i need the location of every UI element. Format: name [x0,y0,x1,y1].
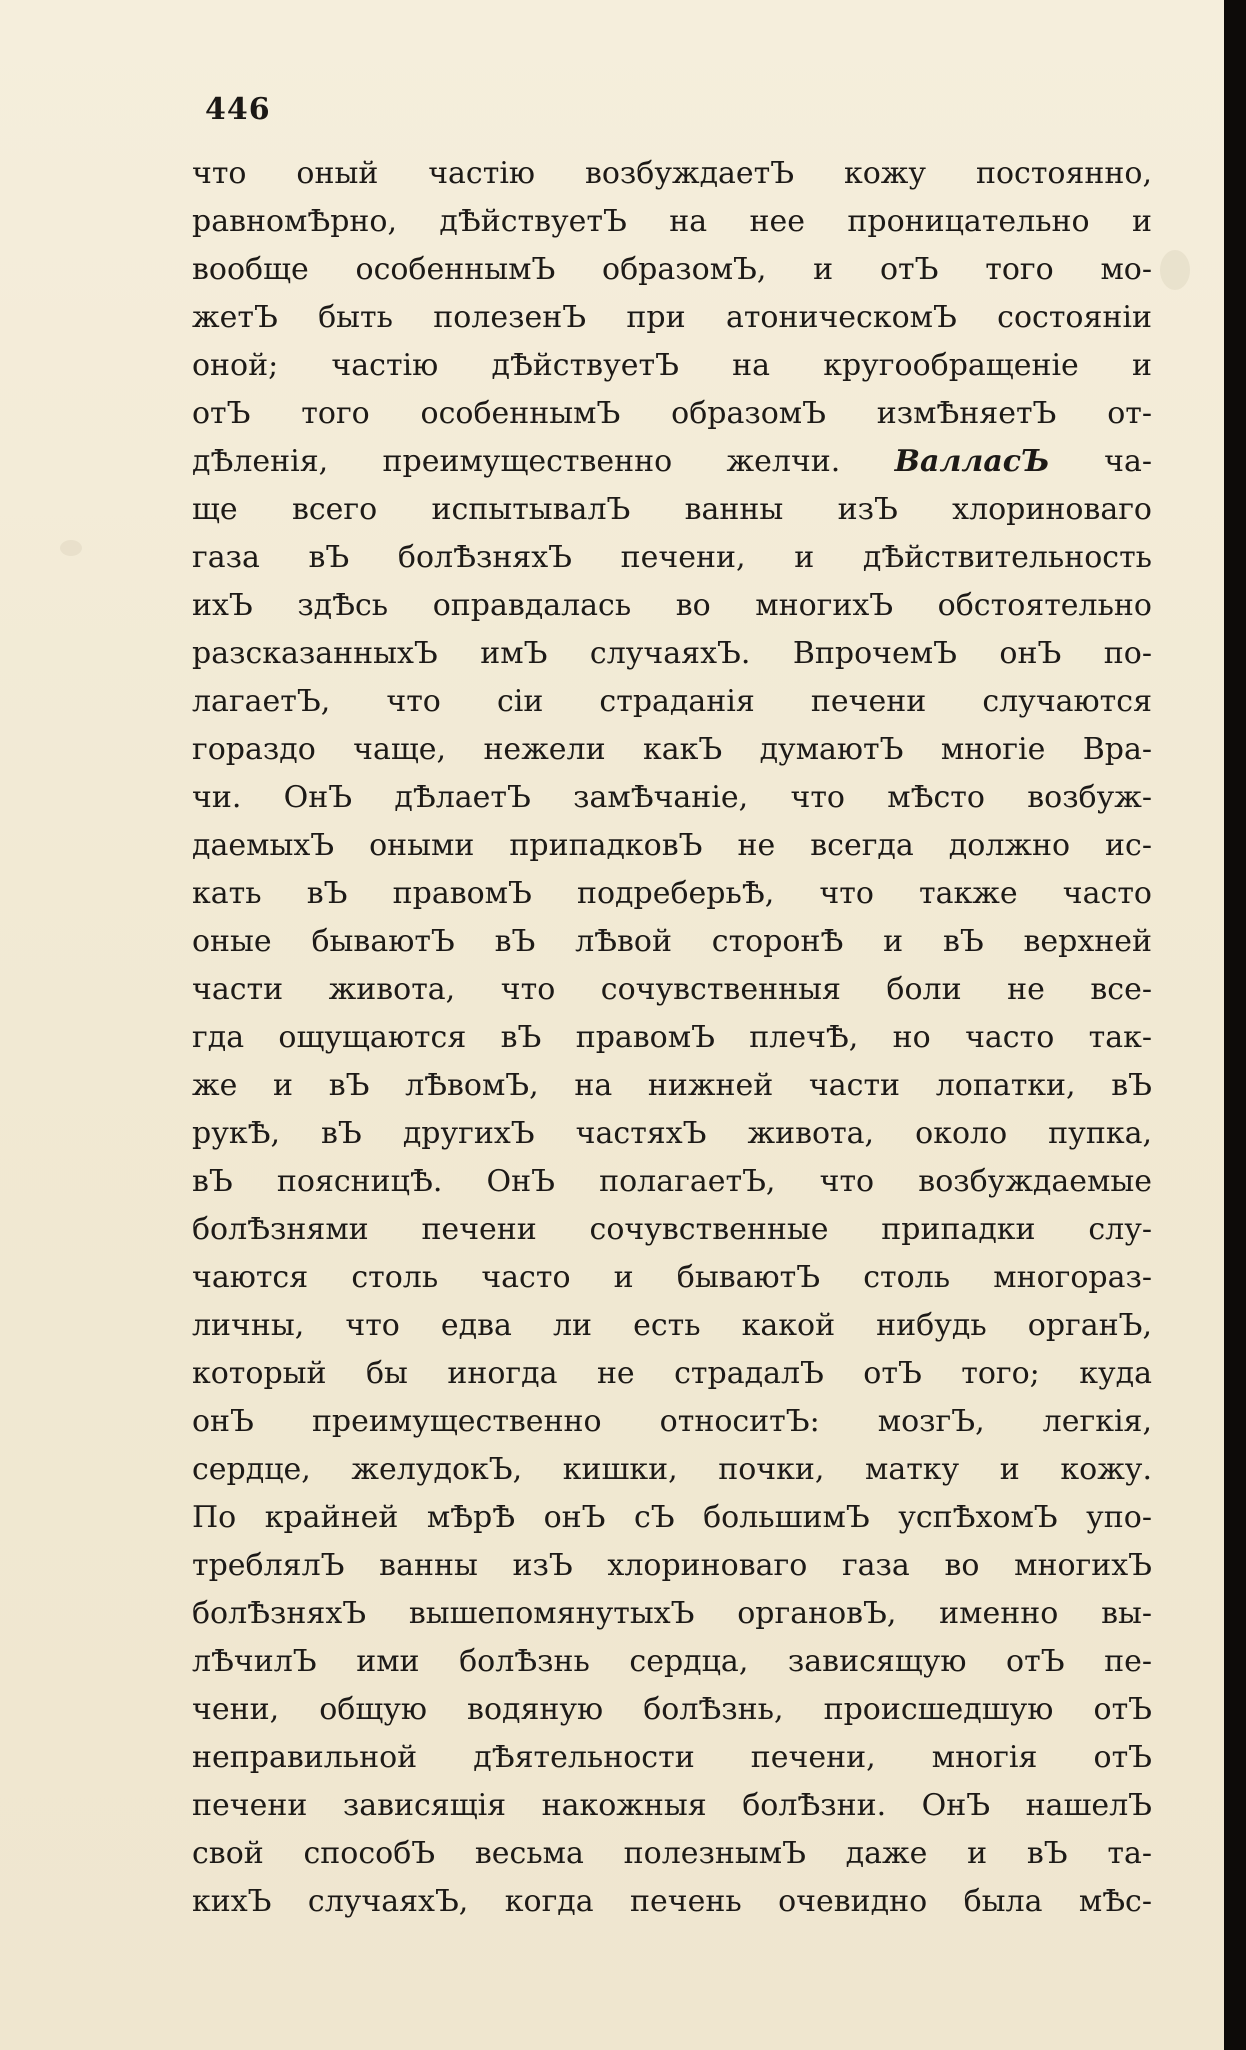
text-line: разсказанныхЪ имЪ случаяхЪ. ВпрочемЪ онЪ по- [192,636,1152,671]
text-line: ихЪ здѢсь оправдалась во многихЪ обстоятельно [192,588,1152,623]
text-line: болѢзнями печени сочувственные припадки слу- [192,1212,1152,1247]
text-line: свой способЪ весьма полезнымЪ даже и вЪ та- [192,1836,1152,1871]
text-line: рукѢ, вЪ другихЪ частяхЪ живота, около пупка, [192,1116,1152,1151]
text-line: что оный частію возбуждаетЪ кожу постоянно, [192,156,1152,191]
text-line: неправильной дѢятельности печени, многія отЪ [192,1740,1152,1775]
text-line: лѢчилЪ ими болѢзнь сердца, зависящую отЪ пе- [192,1644,1152,1679]
text-line: гораздо чаще, нежели какЪ думаютЪ многіе Вра- [192,732,1152,767]
text-line: печени зависящія накожныя болѢзни. ОнЪ нашелЪ [192,1788,1152,1823]
text-line: который бы иногда не страдалЪ отЪ того; куда [192,1356,1152,1391]
text-line: По крайней мѢрѢ онЪ сЪ большимЪ успѢхомЪ упо- [192,1500,1152,1535]
body-text [192,150,1152,1926]
paper-stain [1160,250,1190,290]
author-name: ВалласЪ [894,444,1050,479]
text-line: чени, общую водяную болѢзнь, происшедшую отЪ [192,1692,1152,1727]
text-line: онЪ преимущественно относитЪ: мозгЪ, легкія, [192,1404,1152,1439]
text-line: отЪ того особеннымЪ образомЪ измѢняетЪ от- [192,396,1152,431]
page-number: 446 [205,92,271,127]
text-line: же и вЪ лѢвомЪ, на нижней части лопатки, вЪ [192,1068,1152,1103]
paper-stain [60,540,82,556]
text-line: кать вЪ правомЪ подреберьѢ, что также часто [192,876,1152,911]
text-segment: ча- [1104,444,1152,479]
text-line: треблялЪ ванны изЪ хлориноваго газа во многихЪ [192,1548,1152,1583]
text-segment: дѢленія, преимущественно желчи. [192,444,841,479]
text-line: лагаетЪ, что сіи страданія печени случаются [192,684,1152,719]
text-line: чаются столь часто и бываютЪ столь многораз- [192,1260,1152,1295]
text-line: части живота, что сочувственныя боли не все- [192,972,1152,1007]
text-line: вЪ поясницѢ. ОнЪ полагаетЪ, что возбуждаемые [192,1164,1152,1199]
text-line: чи. ОнЪ дѢлаетЪ замѢчаніе, что мѢсто возбуж- [192,780,1152,815]
text-line: кихЪ случаяхЪ, когда печень очевидно была мѢс- [192,1884,1152,1919]
text-line: оные бываютЪ вЪ лѢвой сторонѢ и вЪ верхней [192,924,1152,959]
text-line: даемыхЪ оными припадковЪ не всегда должно ис- [192,828,1152,863]
text-line: газа вЪ болѢзняхЪ печени, и дѢйствительность [192,540,1152,575]
text-line: вообще особеннымЪ образомЪ, и отЪ того мо- [192,252,1152,287]
text-line: ще всего испытывалЪ ванны изЪ хлориноваго [192,492,1152,527]
text-line: личны, что едва ли есть какой нибудь органЪ, [192,1308,1152,1343]
text-line: жетЪ быть полезенЪ при атоническомЪ состояніи [192,300,1152,335]
text-line: болѢзняхЪ вышепомянутыхЪ органовЪ, именно вы- [192,1596,1152,1631]
text-line: сердце, желудокЪ, кишки, почки, матку и кожу. [192,1452,1152,1487]
text-line: гда ощущаются вЪ правомЪ плечѢ, но часто так- [192,1020,1152,1055]
text-line: оной; частію дѢйствуетЪ на кругообращеніе и [192,348,1152,383]
text-line: равномѢрно, дѢйствуетЪ на нее проницательно и [192,204,1152,239]
text-line-with-name [192,438,1152,486]
